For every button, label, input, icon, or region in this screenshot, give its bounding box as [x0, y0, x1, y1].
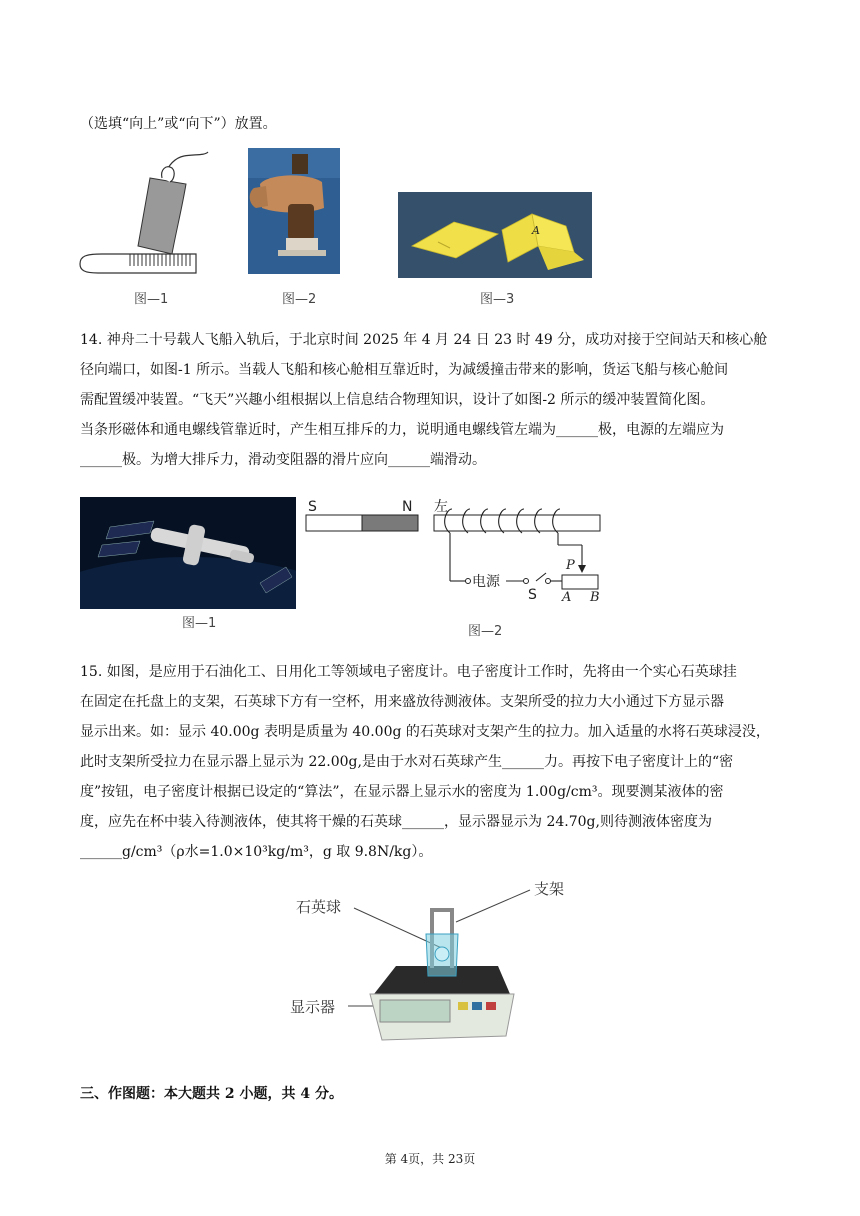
fig2-bottle-photo [248, 148, 340, 274]
q14-line-2: 径向端口，如图-1 所示。当载人飞船和核心舱相互靠近时，为减缓撞击带来的影响，货运飞船与核心舱间 [80, 362, 729, 378]
end-b-label: B [590, 590, 600, 605]
magnet-n-label: N [402, 499, 413, 515]
q15-line-3: 显示出来。如：显示 40.00g 表明是质量为 40.00g 的石英球对支架产生的拉力。加入适量的水将石英球浸没， [80, 724, 770, 740]
power-label: 电源 [472, 574, 500, 590]
section-3-heading: 三、作图题：本大题共 2 小题，共 4 分。 [80, 1086, 343, 1102]
fig2-caption: 图—2 [282, 292, 317, 307]
label-a: A [532, 224, 540, 237]
page-footer: 第 4页，共 23页 [384, 1152, 476, 1166]
q14-line-5: ______极。为增大排斥力，滑动变阻器的滑片应向______端滑动。 [80, 452, 486, 468]
q14-fig2-caption: 图—2 [468, 624, 503, 639]
top-line: （选填“向上”或“向下”）放置。 [80, 116, 277, 132]
q14-line-1: 14. 神舟二十号载人飞船入轨后，于北京时间 2025 年 4 月 24 日 23 时 49 分，成功对接于空间站天和核心舱 [80, 332, 768, 348]
q15-line-7: ______g/cm³（ρ水=1.0×10³kg/m³，g 取 9.8N/kg）。 [80, 844, 433, 860]
buffer-device-circuit [300, 495, 610, 640]
fig3-caption: 图—3 [480, 292, 515, 307]
left-label: 左 [434, 499, 448, 515]
label-ball: 石英球 [296, 898, 342, 916]
q15-line-5: 度”按钮，电子密度计根据已设定的“算法”，在显示器上显示水的密度为 1.00g/cm³。现要测某液体的密 [80, 784, 724, 800]
q15-line-1: 15. 如图，是应用于石油化工、日用化工等领域电子密度计。电子密度计工作时，先将由一个实心石英球挂 [80, 664, 737, 680]
q14-line-4: 当条形磁体和通电螺线管靠近时，产生相互排斥的力，说明通电螺线管左端为______极，电源的左端应为 [80, 422, 724, 438]
end-a-label: A [562, 590, 572, 605]
magnet-s-label: S [308, 499, 317, 515]
space-station-photo [80, 497, 296, 609]
q14-line-3: 需配置缓冲装置。“飞天”兴趣小组根据以上信息结合物理知识，设计了如图-2 所示的缓冲装置简化图。 [80, 392, 715, 408]
q15-line-2: 在固定在托盘上的支架，石英球下方有一空杯，用来盛放待测液体。支架所受的拉力大小通过下方显示器 [80, 694, 724, 710]
label-display: 显示器 [290, 998, 336, 1016]
switch-label: S [528, 587, 537, 603]
q14-fig1-caption: 图—1 [182, 616, 217, 631]
fig1-caption: 图—1 [134, 292, 169, 307]
density-meter-figure [288, 872, 578, 1054]
q15-line-4: 此时支架所受拉力在显示器上显示为 22.00g,是由于水对石英球产生______力。再按下电子密度计上的“密 [80, 754, 734, 770]
q15-line-6: 度，应先在杯中装入待测液体，使其将干燥的石英球______，显示器显示为 24.70g,则待测液体密度为 [80, 814, 712, 830]
label-stand: 支架 [534, 880, 565, 898]
slider-p-label: P [566, 558, 575, 573]
fig1-paper-comb [78, 148, 210, 278]
fig3-paper-photo [398, 192, 592, 278]
